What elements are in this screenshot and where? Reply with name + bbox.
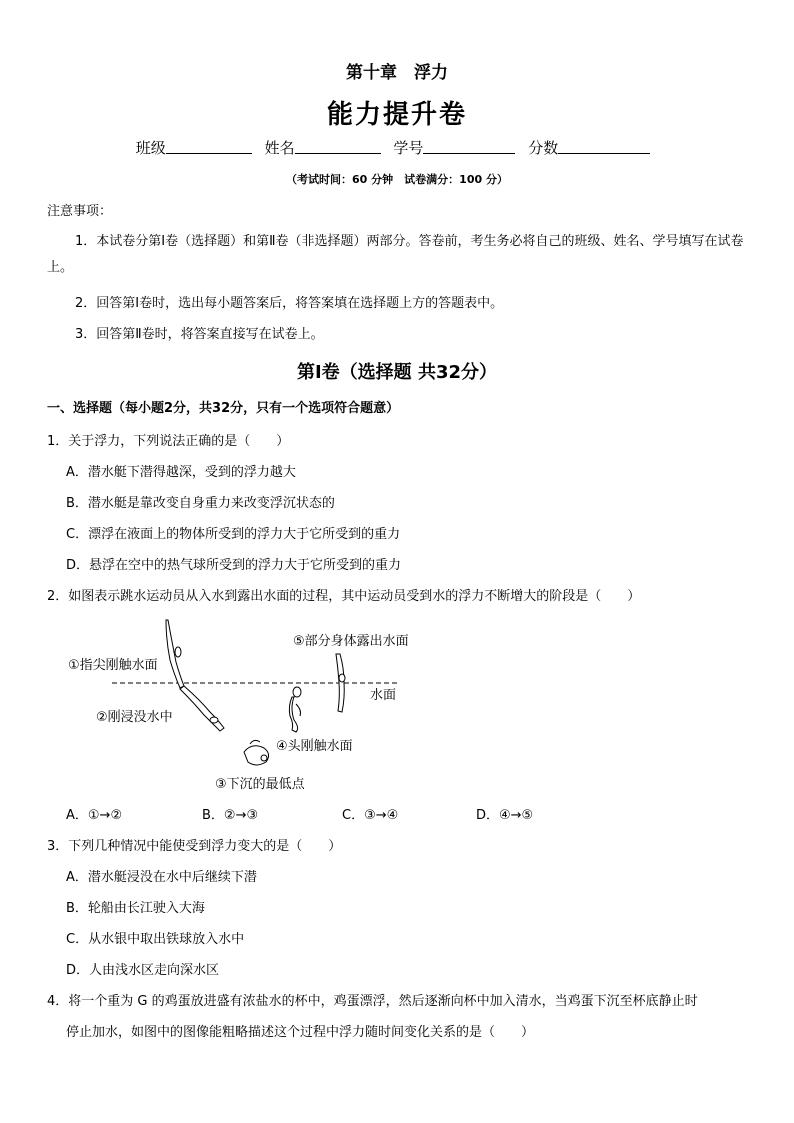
question-4-stem-line-1: 4．将一个重为 G 的鸡蛋放进盛有浓盐水的杯中，鸡蛋漂浮，然后逐渐向杯中加入清水，当鸡蛋下沉至杯底静止时 — [47, 994, 698, 1009]
question-2-option-a[interactable]: A．①→② — [66, 808, 123, 823]
score-field[interactable] — [558, 139, 650, 154]
notice-item-2: 2．回答第Ⅰ卷时，选出每小题答案后，将答案填在选择题上方的答题表中。 — [75, 296, 504, 311]
score-label: 分数 — [528, 139, 559, 157]
question-3-stem: 3．下列几种情况中能使受到浮力变大的是（ ） — [47, 839, 342, 854]
name-field[interactable] — [295, 139, 381, 154]
question-1-option-d[interactable]: D．悬浮在空中的热气球所受到的浮力大于它所受到的重力 — [66, 558, 402, 573]
student-id-field[interactable] — [423, 139, 515, 154]
question-1-stem: 1．关于浮力，下列说法正确的是（ ） — [47, 434, 290, 449]
question-2-stem: 2．如图表示跳水运动员从入水到露出水面的过程，其中运动员受到水的浮力不断增大的阶段是（ ） — [47, 589, 641, 604]
question-3-option-d[interactable]: D．人由浅水区走向深水区 — [66, 963, 220, 978]
section-title: 第Ⅰ卷（选择题 共32分） — [296, 362, 497, 383]
class-label: 班级 — [135, 139, 166, 157]
question-2-option-b[interactable]: B．②→③ — [202, 808, 259, 823]
student-id-label: 学号 — [393, 139, 424, 157]
diver-figure — [60, 612, 420, 797]
diver-1-icon — [166, 620, 184, 688]
label-submerged: ②刚浸没水中 — [96, 710, 173, 725]
question-2-option-d[interactable]: D．④→⑤ — [476, 808, 534, 823]
student-info-fields — [0, 137, 794, 158]
chapter-title: 第十章 浮力 — [346, 63, 448, 83]
notice-item-1: 1．本试卷分第Ⅰ卷（选择题）和第Ⅱ卷（非选择题）两部分。答卷前，考生务必将自己的班级、姓名、学号填写在试卷上。 — [47, 234, 744, 275]
diver-3-icon — [244, 740, 269, 765]
label-fingertip: ①指尖刚触水面 — [68, 658, 158, 673]
part-heading: 一、选择题（每小题2分，共32分，只有一个选项符合题意） — [47, 401, 400, 416]
class-field[interactable] — [166, 139, 252, 154]
question-3-option-c[interactable]: C．从水银中取出铁球放入水中 — [66, 932, 245, 947]
name-label: 姓名 — [264, 139, 295, 157]
label-head-touch: ④头刚触水面 — [276, 739, 353, 754]
exam-info: （考试时间：60 分钟 试卷满分：100 分） — [286, 173, 508, 186]
notice-heading: 注意事项： — [47, 204, 113, 219]
page-title: 能力提升卷 — [326, 100, 467, 130]
diver-2-icon — [180, 686, 224, 731]
question-2-option-c[interactable]: C．③→④ — [342, 808, 399, 823]
label-lowest-point: ③下沉的最低点 — [215, 777, 305, 792]
label-partially-emerged: ⑤部分身体露出水面 — [293, 634, 409, 649]
question-2-options — [66, 804, 533, 823]
diver-4-icon — [289, 687, 301, 732]
notice-item-3: 3．回答第Ⅱ卷时，将答案直接写在试卷上。 — [75, 327, 324, 342]
question-3-option-a[interactable]: A．潜水艇浸没在水中后继续下潜 — [66, 870, 257, 885]
question-1-option-b[interactable]: B．潜水艇是靠改变自身重力来改变浮沉状态的 — [66, 496, 335, 511]
label-water-surface: 水面 — [370, 688, 397, 703]
question-1-option-c[interactable]: C．漂浮在液面上的物体所受到的浮力大于它所受到的重力 — [66, 527, 401, 542]
question-4-stem-line-2: 停止加水，如图中的图像能粗略描述这个过程中浮力随时间变化关系的是（ ） — [66, 1025, 535, 1040]
question-3-option-b[interactable]: B．轮船由长江驶入大海 — [66, 901, 205, 916]
question-1-option-a[interactable]: A．潜水艇下潜得越深，受到的浮力越大 — [66, 465, 296, 480]
